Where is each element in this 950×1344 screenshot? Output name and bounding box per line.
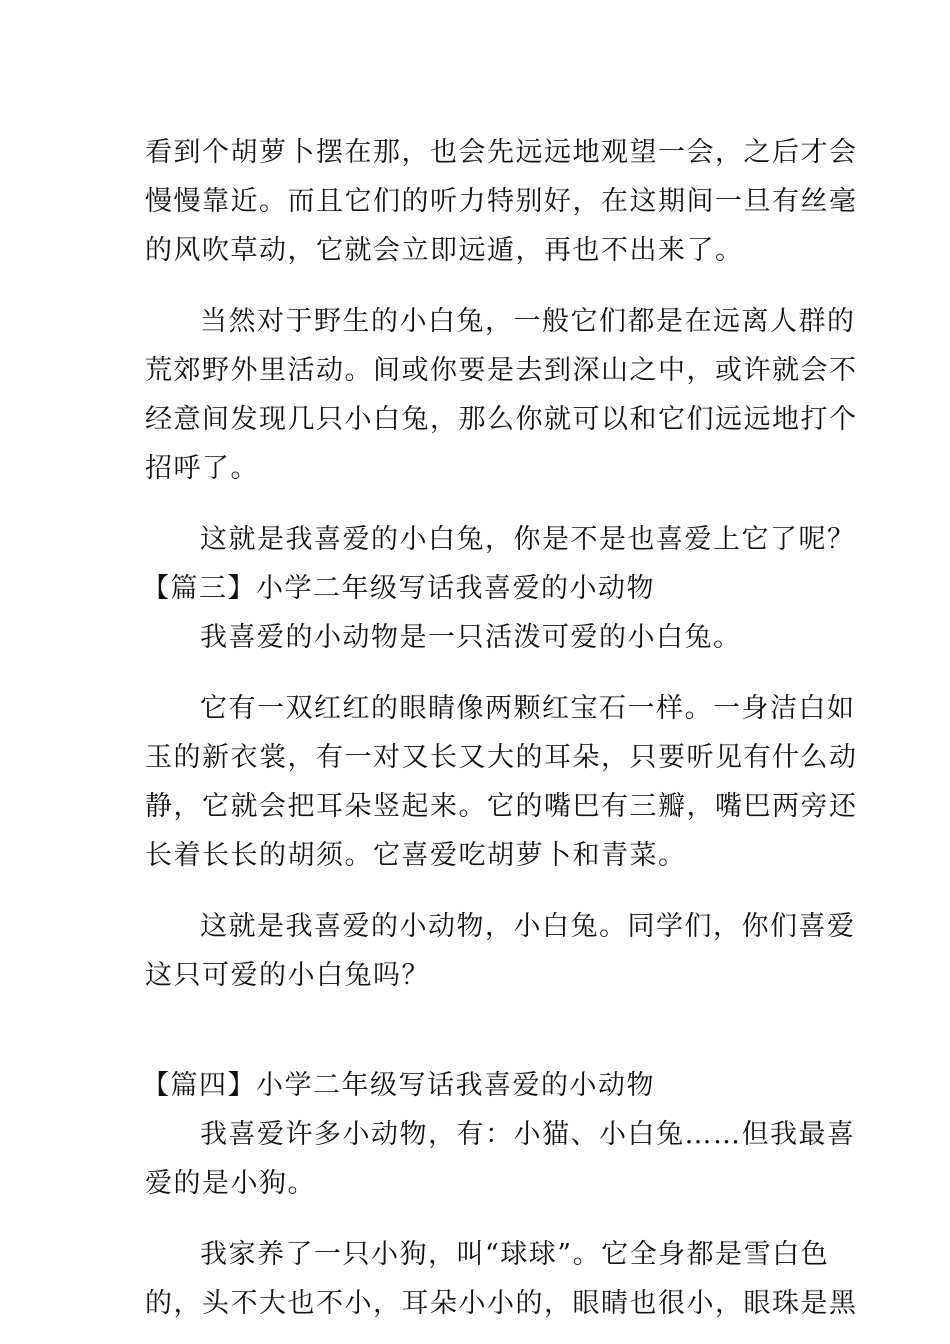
text-line: 看到个胡萝卜摆在那，也会先远远地观望一会，之后才会	[145, 137, 858, 168]
section-spacer	[145, 1000, 810, 1061]
paragraph-spacer	[145, 1208, 810, 1230]
text-line: 慢慢靠近。而且它们的听力特别好，在这期间一旦有丝毫	[145, 186, 858, 217]
text-line: 的，头不大也不小，耳朵小小的，眼睛也很小，眼珠是黑	[145, 1288, 858, 1319]
paragraph-first-line: 这就是我喜爱的小白兔，你是不是也喜爱上它了呢？	[200, 524, 856, 555]
text-line: 荒郊野外里活动。间或你要是去到深山之中，或许就会不	[145, 355, 858, 386]
document-body	[142, 128, 858, 1328]
section-heading: 【篇四】小学二年级写话我喜爱的小动物	[142, 1070, 655, 1101]
paragraph-first-line: 我喜爱许多小动物，有：小猫、小白兔……但我最喜	[200, 1119, 856, 1150]
text-line: 长着长长的胡须。它喜爱吃胡萝卜和青菜。	[145, 840, 687, 871]
paragraph-spacer	[145, 662, 810, 684]
text-line: 这只可爱的小白兔吗？	[145, 960, 430, 991]
paragraph-first-line: 我家养了一只小狗，叫“球球”。它全身都是雪白色	[200, 1239, 830, 1270]
paragraph-spacer	[145, 880, 810, 902]
text-line: 经意间发现几只小白兔，那么你就可以和它们远远地打个	[145, 404, 858, 435]
paragraph-spacer	[145, 493, 810, 515]
paragraph-first-line: 它有一双红红的眼睛像两颗红宝石一样。一身洁白如	[200, 693, 856, 724]
text-line: 的风吹草动，它就会立即远遁，再也不出来了。	[145, 235, 744, 266]
paragraph-spacer	[145, 275, 810, 297]
paragraph-first-line: 我喜爱的小动物是一只活泼可爱的小白兔。	[200, 622, 742, 653]
text-line: 静，它就会把耳朵竖起来。它的嘴巴有三瓣，嘴巴两旁还	[145, 791, 858, 822]
text-line: 玉的新衣裳，有一对又长又大的耳朵，只要听见有什么动	[145, 742, 858, 773]
paragraph-first-line: 当然对于野生的小白兔，一般它们都是在远离人群的	[200, 306, 856, 337]
text-line: 爱的是小狗。	[145, 1168, 316, 1199]
section-heading: 【篇三】小学二年级写话我喜爱的小动物	[142, 573, 655, 604]
paragraph-first-line: 这就是我喜爱的小动物，小白兔。同学们，你们喜爱	[200, 911, 856, 942]
text-line: 招呼了。	[145, 453, 259, 484]
